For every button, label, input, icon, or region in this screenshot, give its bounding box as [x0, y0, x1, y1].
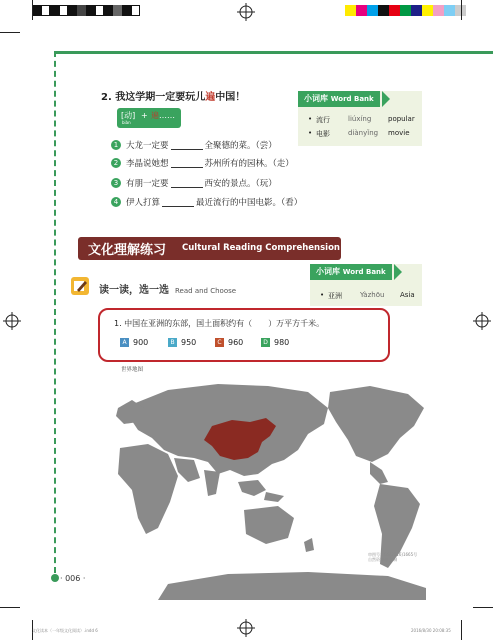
frame-left-dashed-line — [54, 51, 56, 573]
crop-mark — [0, 32, 20, 33]
crop-mark — [473, 607, 493, 608]
exercise-title: 2. 我这学期一定要玩儿遍中国！ — [101, 92, 246, 103]
verb-label: [动] — [121, 111, 136, 120]
footer-file-info: 文化读本（一年级文化阅读）.indd 6 — [32, 628, 98, 633]
color-calibration-bar — [345, 5, 466, 16]
option-a[interactable]: A 900 — [120, 338, 148, 347]
option-c[interactable]: C 960 — [215, 338, 243, 347]
exercise-item: 1 大龙一定要 全聚德的菜。（尝） — [111, 139, 277, 151]
answer-blank[interactable] — [171, 179, 203, 188]
question-text: 1. 中国在亚洲的东部，国土面积约有（ ）万平方千米。 — [114, 319, 325, 328]
exercise-item: 4 伊人打算 最近流行的中国电影。（看） — [111, 196, 302, 208]
read-choose-heading: 读一读，选一选 Read and Choose — [99, 285, 237, 296]
page-number: · 006 · — [60, 574, 86, 583]
word-bank-header: 小词库 Word Bank — [310, 264, 392, 280]
crop-mark — [461, 0, 462, 20]
map-label: 世界地图 — [121, 367, 144, 373]
word-bank-header: 小词库 Word Bank — [298, 91, 380, 107]
grammar-pattern-tag: [动] biàn + 遍…… — [117, 108, 181, 128]
option-b[interactable]: B 950 — [168, 338, 196, 347]
frame-top-line — [55, 51, 493, 54]
registration-mark-icon — [473, 312, 491, 330]
word-bank: 小词库 Word Bank • 流行 liúxíng popular • 电影 diànyǐng movie — [298, 91, 422, 146]
answer-blank[interactable] — [162, 198, 194, 207]
exercise-item: 3 有朋一定要 西安的景点。（玩） — [111, 177, 277, 189]
multiple-choice-box — [98, 308, 390, 362]
registration-mark-icon — [3, 312, 21, 330]
section-banner: 文化理解练习 Cultural Reading Comprehension — [78, 237, 341, 260]
registration-mark-icon — [237, 3, 255, 21]
crop-mark — [32, 0, 33, 20]
footer-timestamp: 2016/8/30 20:08:35 — [411, 628, 451, 633]
answer-blank[interactable] — [171, 159, 203, 168]
option-d[interactable]: D 980 — [261, 338, 289, 347]
word-bank: 小词库 Word Bank • 亚洲 Yàzhōu Asia — [310, 264, 422, 306]
bian-character: 遍…… — [151, 111, 175, 120]
crop-mark — [0, 607, 20, 608]
pencil-icon — [71, 277, 89, 295]
registration-mark-icon — [237, 619, 255, 637]
page-number-dot — [51, 574, 59, 582]
answer-blank[interactable] — [171, 141, 203, 150]
gray-calibration-bar — [32, 5, 140, 16]
verb-pinyin: biàn — [122, 120, 131, 125]
crop-mark — [461, 620, 462, 640]
exercise-item: 2 李晶说她想 苏州所有的园林。（走） — [111, 157, 294, 169]
map-credit: 审图号：GS(2016)1665号 自然资源部 监制 — [368, 552, 418, 562]
world-map — [108, 378, 428, 600]
